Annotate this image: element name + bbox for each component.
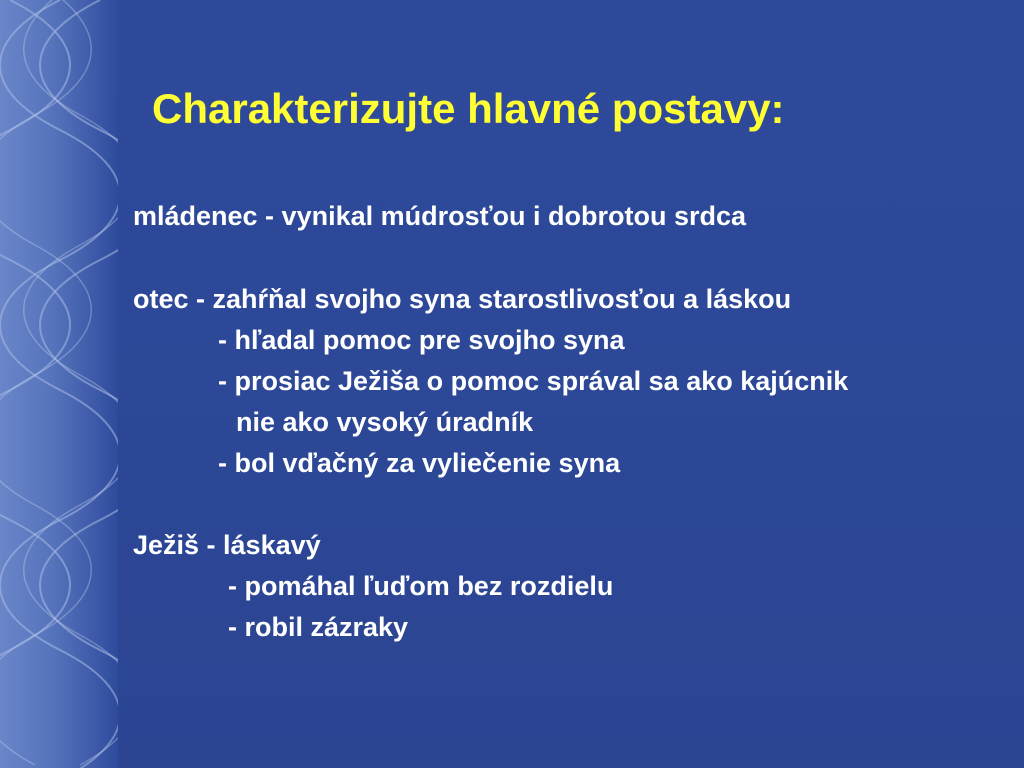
line-otec-detail-3: - bol vďačný za vyliečenie syna — [218, 448, 621, 478]
line-otec: otec - zahŕňal svojho syna starostlivosťou a láskou — [133, 284, 792, 314]
line-jezis-detail-1: - pomáhal ľuďom bez rozdielu — [228, 571, 614, 601]
swirl-pattern-icon — [0, 0, 118, 768]
decorative-side-band — [0, 0, 118, 768]
line-otec-detail-1: - hľadal pomoc pre svojho syna — [218, 325, 625, 355]
line-mladenec: mládenec - vynikal múdrosťou i dobrotou srdca — [133, 201, 747, 231]
line-otec-detail-2-cont: nie ako vysoký úradník — [236, 407, 534, 437]
line-jezis: Ježiš - láskavý — [133, 530, 321, 560]
slide-title: Charakterizujte hlavné postavy: — [152, 85, 785, 132]
line-jezis-detail-2: - robil zázraky — [228, 612, 409, 642]
line-otec-detail-2: - prosiac Ježiša o pomoc správal sa ako kajúcnik — [218, 366, 849, 396]
